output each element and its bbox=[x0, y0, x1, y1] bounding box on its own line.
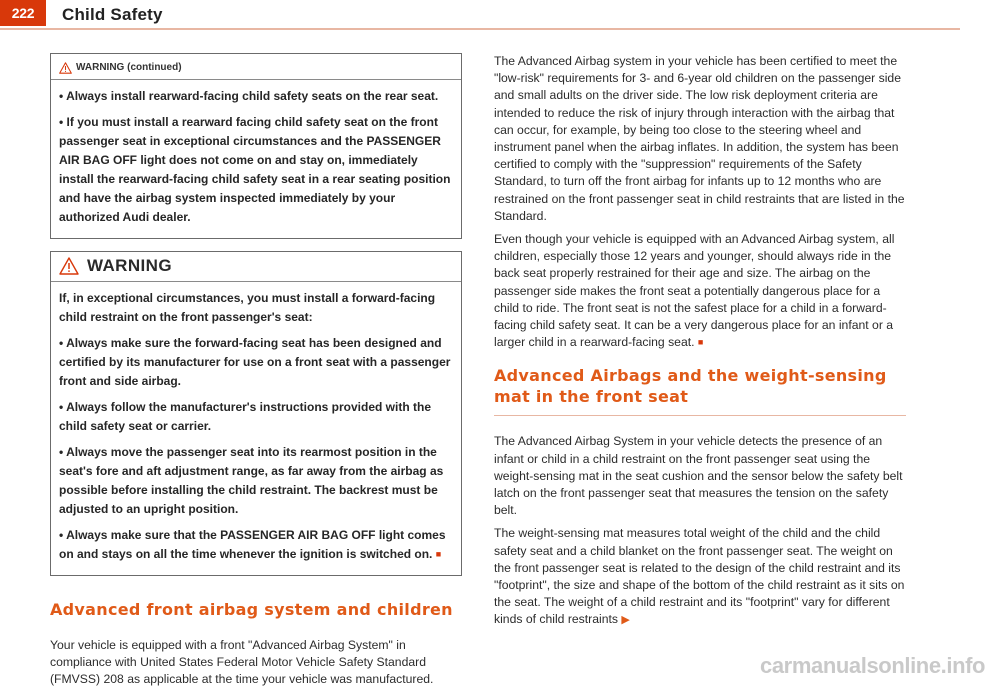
paragraph-low-risk: The Advanced Airbag system in your vehicle has been certified to meet the "low-risk" requirements for 3- and 6-year old children on the passenger side and small adults on the driver side. The low risk deployment criteria are intended to reduce the risk of injury through interaction with the airbag that can occur, for example, by being too close to the steering wheel and instrument panel when the airbag inflates. In addition, the system has been certified to comply with the "suppression" requirements of the Safety Standard, to turn off the front airbag for infants up to 12 months who are restrained on the front passenger seat in child restraints that are listed in the Standard. bbox=[494, 54, 905, 223]
warning-continued-heading: WARNING (continued) bbox=[76, 62, 182, 73]
section-title: Child Safety bbox=[62, 5, 163, 24]
warning-bullet: • Always follow the manufacturer's instructions provided with the child safety seat or carrier. bbox=[59, 400, 431, 433]
warning-main-body bbox=[51, 282, 461, 575]
section-paragraph: Your vehicle is equipped with a front "Advanced Airbag System" in compliance with United States Federal Motor Vehicle Safety Standard (FMVSS) 208 as applicable at the time your vehicle was manufactured. bbox=[50, 638, 434, 687]
paragraph-text: The weight-sensing mat measures total weight of the child and the child safety seat and a child blanket on the front passenger seat. The weight on the front passenger seat is related to the design of the child restraint and its "footprint", the size and shape of the bottom of the child restraint as it sits on the seat. The weight of a child restraint and its "footprint" vary for different kinds of child restraints bbox=[494, 526, 905, 627]
warning-continued-header bbox=[51, 54, 461, 80]
warning-continued-box bbox=[50, 53, 462, 239]
warning-continued-body bbox=[51, 80, 461, 238]
page-number: 222 bbox=[0, 0, 46, 26]
right-column bbox=[494, 53, 906, 636]
section-heading-weight-sensing: Advanced Airbags and the weight-sensing mat in the front seat bbox=[494, 365, 906, 416]
warning-main-header bbox=[51, 252, 461, 282]
paragraph-weight-mat bbox=[494, 525, 906, 629]
warning-bullet-text: • Always make sure that the PASSENGER AIR BAG OFF light comes on and stays on all the time whenever the ignition is switched on. bbox=[59, 528, 446, 561]
paragraph-text: Even though your vehicle is equipped with an Advanced Airbag system, all children, especially those 12 years and younger, should always ride in the back seat properly restrained for their age and size. The airbag on the passenger side makes the front seat a potentially dangerous place for a child to ride. The front seat is not the safest place for a child in a forward-facing child safety seat. It can be a very dangerous place for an infant or a larger child in a rearward-facing seat. bbox=[494, 232, 895, 350]
warning-main-heading: WARNING bbox=[87, 256, 172, 275]
warning-triangle-icon bbox=[59, 62, 72, 74]
header-rule bbox=[0, 28, 960, 30]
section-heading-advanced-front: Advanced front airbag system and children bbox=[50, 600, 453, 619]
warning-triangle-icon bbox=[59, 257, 79, 275]
warning-main-box bbox=[50, 251, 462, 576]
continue-arrow-icon: ▶ bbox=[621, 614, 630, 627]
paragraph-back-seat bbox=[494, 231, 906, 351]
warning-intro: If, in exceptional circumstances, you must install a forward-facing child restraint on the front passenger's seat: bbox=[59, 291, 436, 324]
warning-bullet: • Always install rearward-facing child safety seats on the rear seat. bbox=[59, 89, 439, 103]
warning-bullet: • If you must install a rearward facing child safety seat on the front passenger seat in exceptional circumstances and the PASSENGER AIR BAG OFF light does not come on and stay on, immediately install the rearward-facing child safety seat in a rear seating position and have the airbag system inspected immediately by your authorized Audi dealer. bbox=[59, 115, 451, 224]
watermark: carmanualsonline.info bbox=[760, 653, 985, 678]
paragraph-detection: The Advanced Airbag System in your vehicle detects the presence of an infant or child in a child restraint on the front passenger seat using the weight-sensing mat in the seat cushion and the sensor below the safety belt latch on the front passenger seat that measures the tension on the safety belt. bbox=[494, 434, 903, 518]
warning-bullet: • Always make sure the forward-facing seat has been designed and certified by its manufacturer for use on a front seat with a passenger front and side airbag. bbox=[59, 336, 451, 388]
warning-bullet: • Always move the passenger seat into its rearmost position in the seat's fore and aft adjustment range, as far away from the airbag as possible before installing the child restraint. The backrest must be adjusted to an upright position. bbox=[59, 445, 444, 516]
end-of-section-mark: ■ bbox=[435, 549, 442, 559]
left-column bbox=[50, 53, 462, 695]
warning-bullet-last bbox=[59, 526, 453, 564]
end-of-section-mark: ■ bbox=[697, 337, 704, 348]
